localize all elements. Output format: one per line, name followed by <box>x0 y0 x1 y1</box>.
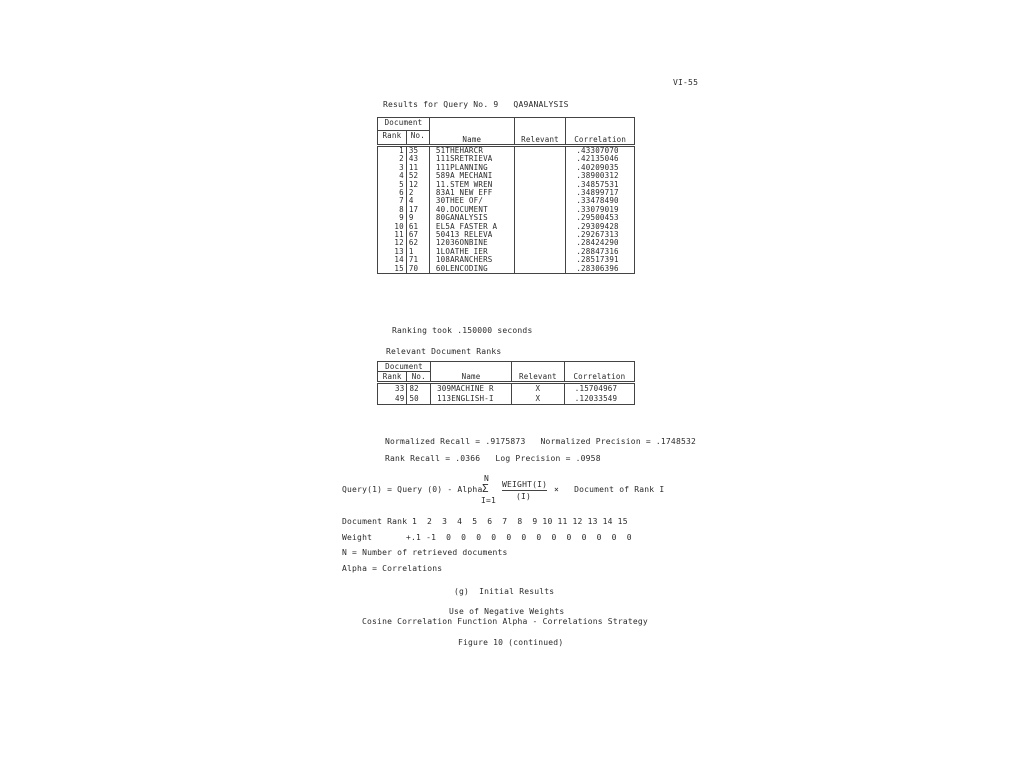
doc-name-cell: 111SRETRIEVA <box>429 155 514 163</box>
document-group-header: Document <box>378 362 431 372</box>
correlation-cell: .28424290 <box>566 239 635 247</box>
results-table-body <box>378 146 635 274</box>
doc-name-cell: 51THEHARCR <box>429 146 514 156</box>
relevant-cell <box>514 172 566 180</box>
document-group-header: Document <box>378 118 430 131</box>
formula-numerator: WEIGHT(I) <box>502 480 548 489</box>
weight-values: +.1 -1 0 0 0 0 0 0 0 0 0 0 0 0 0 <box>406 533 632 542</box>
doc-name-cell: 589A MECHANI <box>429 172 514 180</box>
correlation-cell: .43307070 <box>566 146 635 156</box>
caption-line-1: Use of Negative Weights <box>449 607 565 616</box>
rank-header: Rank <box>378 372 407 383</box>
relevant-cell <box>514 146 566 156</box>
metrics-line-2: Rank Recall = .0366 Log Precision = .0958 <box>385 454 601 463</box>
doc-no-cell: 17 <box>406 206 429 214</box>
doc-name-cell: 113ENGLISH-I <box>431 394 512 405</box>
correlation-cell: .34857531 <box>566 181 635 189</box>
relevant-cell <box>514 223 566 231</box>
correlation-cell: .28306396 <box>566 265 635 274</box>
correlation-cell: .28847316 <box>566 248 635 256</box>
correlation-cell: .33079019 <box>566 206 635 214</box>
relevant-cell <box>514 197 566 205</box>
doc-name-cell: 30THEE OF/ <box>429 197 514 205</box>
rank-cell: 9 <box>378 214 407 222</box>
correlation-cell: .40209035 <box>566 164 635 172</box>
doc-no-cell: 4 <box>406 197 429 205</box>
rank-cell: 6 <box>378 189 407 197</box>
formula-rhs: × Document of Rank I <box>554 485 665 494</box>
doc-no-cell: 82 <box>407 383 431 395</box>
relevant-cell <box>514 164 566 172</box>
correlation-cell: .29267313 <box>566 231 635 239</box>
doc-no-cell: 67 <box>406 231 429 239</box>
definition-alpha: Alpha = Correlations <box>342 564 443 573</box>
relevant-cell: X <box>512 394 565 405</box>
caption-label: (g) Initial Results <box>454 587 555 596</box>
table-row <box>378 383 635 395</box>
doc-name-cell: 40.DOCUMENT <box>429 206 514 214</box>
correlation-header: Correlation <box>564 362 634 383</box>
no-header: No. <box>406 131 429 146</box>
correlation-cell: .42135046 <box>566 155 635 163</box>
rank-header: Rank <box>378 131 407 146</box>
doc-no-cell: 9 <box>406 214 429 222</box>
name-header: Name <box>429 118 514 146</box>
doc-name-cell: 1LOATHE IER <box>429 248 514 256</box>
doc-no-cell: 35 <box>406 146 429 156</box>
doc-no-cell: 62 <box>406 239 429 247</box>
correlation-cell: .29309428 <box>566 223 635 231</box>
correlation-cell: .29500453 <box>566 214 635 222</box>
doc-name-cell: 83A1 NEW EFF <box>429 189 514 197</box>
doc-name-cell: 111PLANNING <box>429 164 514 172</box>
doc-no-cell: 70 <box>406 265 429 274</box>
correlation-cell: .15704967 <box>564 383 634 395</box>
rank-cell: 12 <box>378 239 407 247</box>
doc-rank-values: 1 2 3 4 5 6 7 8 9 10 11 12 13 14 15 <box>412 517 628 526</box>
relevant-header: Relevant <box>512 362 565 383</box>
definition-n: N = Number of retrieved documents <box>342 548 508 557</box>
no-header: No. <box>407 372 431 383</box>
relevant-cell <box>514 239 566 247</box>
relevant-cell <box>514 155 566 163</box>
relevant-header: Relevant <box>514 118 566 146</box>
rank-cell: 1 <box>378 146 407 156</box>
metrics-line-1: Normalized Recall = .9175873 Normalized Precision = .1748532 <box>385 437 697 446</box>
rank-cell: 2 <box>378 155 407 163</box>
name-header: Name <box>431 362 512 383</box>
rank-cell: 8 <box>378 206 407 214</box>
doc-no-cell: 1 <box>406 248 429 256</box>
formula-sigma-top: N <box>484 474 490 483</box>
doc-rank-label: Document Rank <box>342 517 408 526</box>
correlation-cell: .33478490 <box>566 197 635 205</box>
rank-cell: 49 <box>378 394 407 405</box>
rank-cell: 13 <box>378 248 407 256</box>
rank-cell: 11 <box>378 231 407 239</box>
relevant-cell <box>514 181 566 189</box>
caption-line-2: Cosine Correlation Function Alpha - Correlations Strategy <box>362 617 648 626</box>
correlation-cell: .38900312 <box>566 172 635 180</box>
relevant-cell: X <box>512 383 565 395</box>
relevant-table <box>377 361 635 405</box>
results-table <box>377 117 635 274</box>
doc-name-cell: 309MACHINE R <box>431 383 512 395</box>
doc-name-cell: 12036ONBINE <box>429 239 514 247</box>
query-title: Results for Query No. 9 QA9ANALYSIS <box>383 100 569 109</box>
page-number: VI-55 <box>673 78 699 87</box>
rank-cell: 7 <box>378 197 407 205</box>
rank-cell: 15 <box>378 265 407 274</box>
rank-cell: 5 <box>378 181 407 189</box>
doc-name-cell: EL5A FASTER A <box>429 223 514 231</box>
formula-lhs: Query(1) = Query (0) - Alpha <box>342 485 483 494</box>
rank-cell: 4 <box>378 172 407 180</box>
correlation-cell: .28517391 <box>566 256 635 264</box>
relevant-cell <box>514 231 566 239</box>
doc-no-cell: 43 <box>406 155 429 163</box>
ranking-time: Ranking took .150000 seconds <box>392 326 533 335</box>
formula-denominator: (I) <box>516 492 532 501</box>
weight-label: Weight <box>342 533 373 542</box>
rank-cell: 33 <box>378 383 407 395</box>
relevant-table-body <box>378 383 635 405</box>
doc-no-cell: 12 <box>406 181 429 189</box>
doc-no-cell: 11 <box>406 164 429 172</box>
doc-name-cell: 11.STEM WREN <box>429 181 514 189</box>
relevant-cell <box>514 265 566 274</box>
correlation-cell: .12033549 <box>564 394 634 405</box>
doc-no-cell: 2 <box>406 189 429 197</box>
relevant-cell <box>514 206 566 214</box>
correlation-header: Correlation <box>566 118 635 146</box>
relevant-heading: Relevant Document Ranks <box>386 347 502 356</box>
doc-name-cell: 108ARANCHERS <box>429 256 514 264</box>
doc-no-cell: 50 <box>407 394 431 405</box>
sigma-symbol: Σ <box>482 482 489 495</box>
rank-cell: 10 <box>378 223 407 231</box>
relevant-cell <box>514 189 566 197</box>
table-row <box>378 265 635 274</box>
figure-label: Figure 10 (continued) <box>458 638 564 647</box>
relevant-cell <box>514 214 566 222</box>
rank-cell: 14 <box>378 256 407 264</box>
relevant-cell <box>514 256 566 264</box>
doc-no-cell: 61 <box>406 223 429 231</box>
doc-name-cell: 50413 RELEVA <box>429 231 514 239</box>
relevant-cell <box>514 248 566 256</box>
doc-no-cell: 52 <box>406 172 429 180</box>
doc-no-cell: 71 <box>406 256 429 264</box>
formula-sigma-bottom: I=1 <box>481 496 497 505</box>
table-row <box>378 394 635 405</box>
rank-cell: 3 <box>378 164 407 172</box>
doc-name-cell: 60LENCODING <box>429 265 514 274</box>
doc-name-cell: 80GANALYSIS <box>429 214 514 222</box>
correlation-cell: .34899717 <box>566 189 635 197</box>
